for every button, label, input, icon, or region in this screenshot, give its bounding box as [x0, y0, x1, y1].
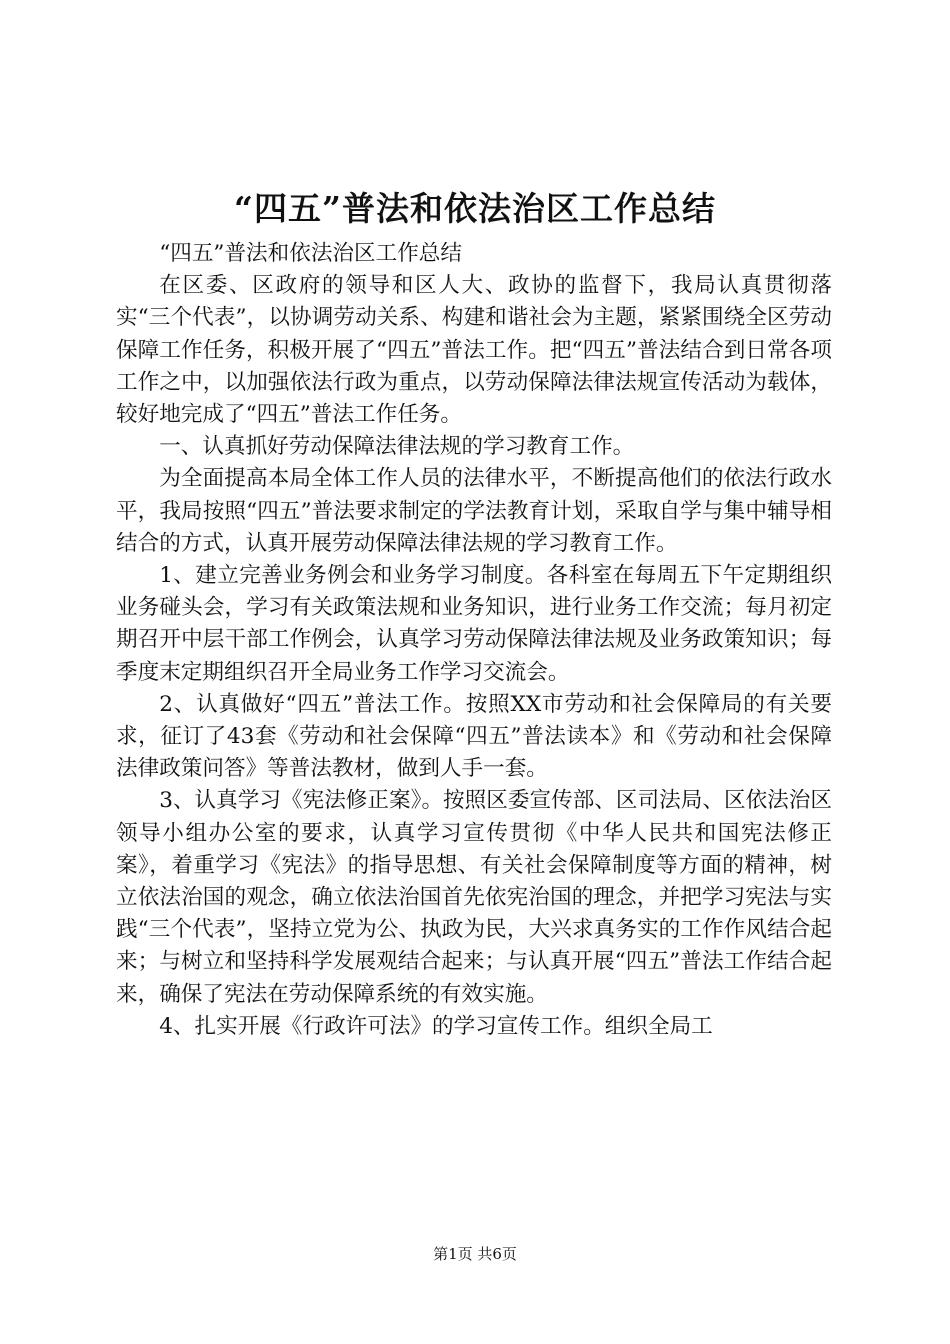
paragraph-item-2: 2、认真做好“四五”普法工作。按照XX市劳动和社会保障局的有关要求，征订了43套《劳动和社会保障“四五”普法读本》和《劳动和社会保障法律政策问答》等普法教材，做到人手一套。	[116, 691, 832, 782]
paragraph-subtitle: “四五”普法和依法治区工作总结	[159, 241, 462, 266]
paragraph-item-3: 3、认真学习《宪法修正案》。按照区委宣传部、区司法局、区依法治区领导小组办公室的要求，认真学习宣传贯彻《中华人民共和国宪法修正案》，着重学习《宪法》的指导思想、有关社会保障制度等方面的精神，树立依法治国的观念，确立依法治国首先依宪治国的理念，并把学习宪法与实践“三个代表”，坚持立党为公、执政为民，大兴求真务实的工作作风结合起来；与树立和坚持科学发展观结合起来；与认真开展“四五”普法工作结合起来，确保了宪法在劳动保障系统的有效实施。	[116, 788, 832, 1007]
document-title: “四五”普法和依法治区工作总结	[234, 189, 716, 228]
section-heading-1: 一、认真抓好劳动保障法律法规的学习教育工作。	[159, 434, 635, 460]
paragraph-item-1: 1、建立完善业务例会和业务学习制度。各科室在每周五下午定期组织业务碰头会，学习有关政策法规和业务知识，进行业务工作交流；每月初定期召开中层干部工作例会，认真学习劳动保障法律法规及业务政策知识；每季度末定期组织召开全局业务工作学习交流会。	[116, 563, 832, 685]
paragraph-item-4: 4、扎实开展《行政许可法》的学习宣传工作。组织全局工	[159, 1013, 713, 1039]
document-body	[116, 238, 832, 1043]
paragraph-intro: 在区委、区政府的领导和区人大、政协的监督下，我局认真贯彻落实“三个代表”，以协调劳动关系、构建和谐社会为主题，紧紧围绕全区劳动保障工作任务，积极开展了“四五”普法工作。把“四五”普法结合到日常各项工作之中，以加强依法行政为重点，以劳动保障法律法规宣传活动为载体，较好地完成了“四五”普法工作任务。	[116, 273, 832, 428]
page-number-footer: 第1页 共6页	[433, 1245, 517, 1263]
paragraph-section-1: 为全面提高本局全体工作人员的法律水平，不断提高他们的依法行政水平，我局按照“四五”普法要求制定的学法教育计划，采取自学与集中辅导相结合的方式，认真开展劳动保障法律法规的学习教育工作。	[116, 466, 832, 556]
